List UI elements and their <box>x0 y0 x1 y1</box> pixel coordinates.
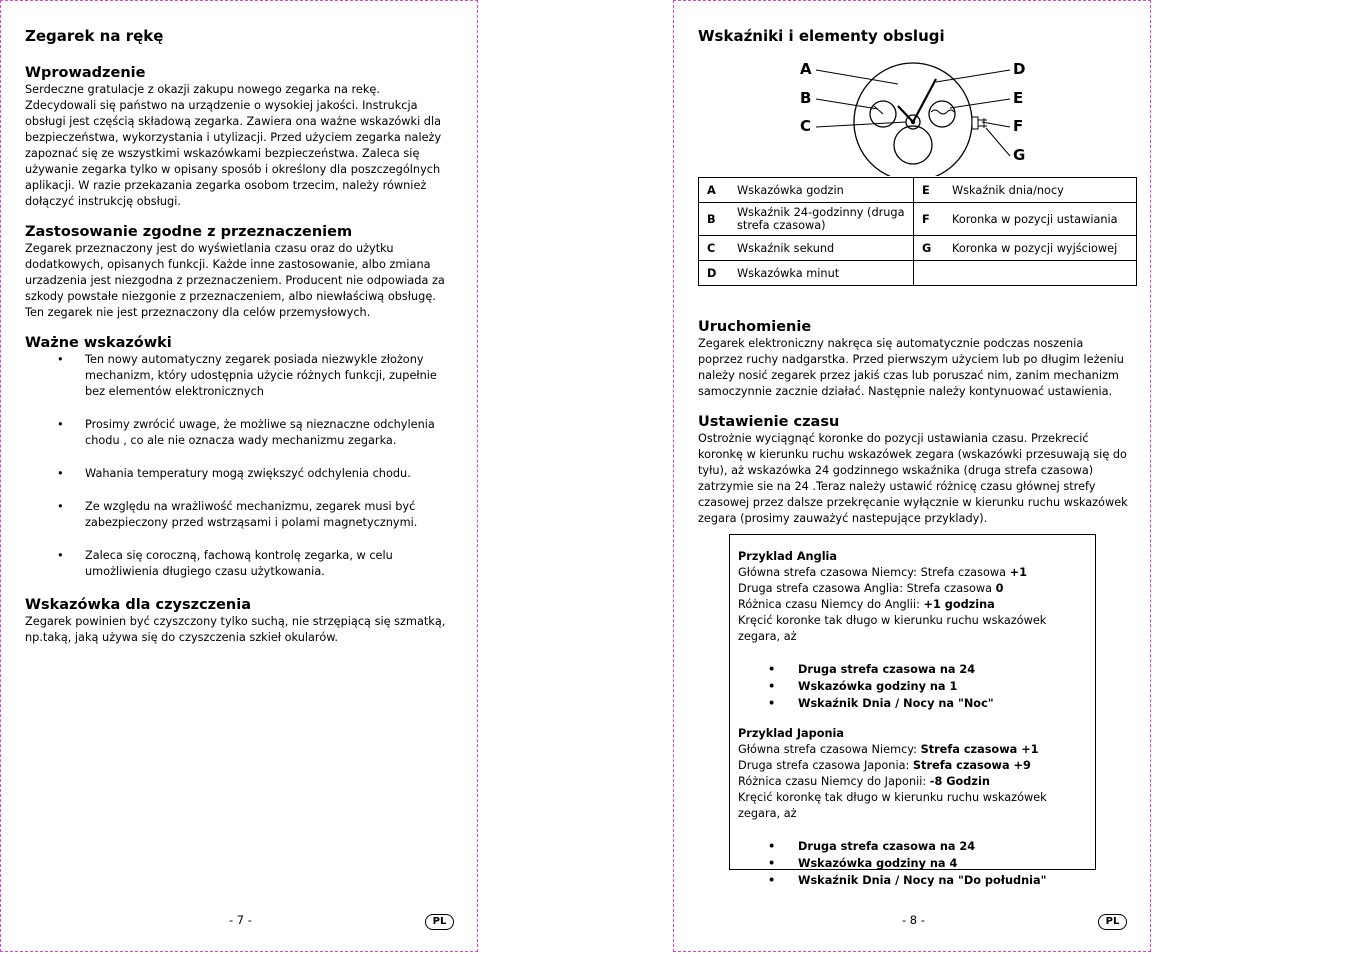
minute-hand <box>913 79 936 122</box>
example-line <box>738 774 1087 790</box>
notes-heading: Ważne wskazówki <box>25 335 172 351</box>
legend-value: Wskazówka minut <box>733 261 914 286</box>
legend-value: Wskaźnik sekund <box>733 236 914 261</box>
list-item: • Wskaźnik Dnia / Nocy na "Noc" <box>738 695 1087 712</box>
startup-heading: Uruchomienie <box>698 319 812 335</box>
page-number: - 8 - <box>902 913 925 927</box>
list-item: • Druga strefa czasowa na 24 <box>738 838 1087 855</box>
watch-diagram <box>794 36 1034 176</box>
label-b: B <box>800 89 812 107</box>
legend-key: A <box>699 178 734 203</box>
legend-value: Wskaźnik dnia/nocy <box>948 178 1137 203</box>
cleaning-heading: Wskazówka dla czyszczenia <box>25 597 252 613</box>
example-label: Główna strefa czasowa Niemcy: <box>738 743 921 756</box>
legend-value: Koronka w pozycji wyjściowej <box>948 236 1137 261</box>
example-line <box>738 758 1087 774</box>
time-setting-text: Ostrożnie wyciągnąć koronke do pozycji ustawiania czasu. Przekrecić koronkę w kierunku ruchu wskazówek zegara (wskazówki przesuwają się do tyłu), aż wskazówka 24 godzinnego wskaźnika (druga strefa czasowa) zatrzymie sie na 24 .Teraz należy ustawić różnicę czasu głównej strefy czasowej przez dalsze przekręcanie wyłącznie w kierunku ruchu wskazówek zegara (prosimy zauważyć nastepujące przyklady). <box>698 432 1128 525</box>
sub-dial-hand <box>874 106 883 114</box>
example-uk-list <box>738 661 1087 712</box>
table-row <box>699 178 1137 203</box>
example-value: -8 Godzin <box>929 775 990 788</box>
example-value: +1 godzina <box>923 598 995 611</box>
list-item: • Wahania temperatury mogą zwiększyć odchylenia chodu. <box>25 466 453 482</box>
label-g: G <box>1013 146 1026 164</box>
example-jp-list <box>738 838 1087 889</box>
example-jp-heading: Przyklad Japonia <box>738 727 845 740</box>
list-item: • Wskazówka godziny na 1 <box>738 678 1087 695</box>
list-item: • Prosimy zwrócić uwage, że możliwe są nieznaczne odchylenia chodu , co ale nie oznacza wady mechanizmu zegarka. <box>25 417 453 449</box>
legend-key: G <box>914 236 949 261</box>
legend-key: B <box>699 203 734 236</box>
label-e: E <box>1013 89 1024 107</box>
sub-dial-seconds <box>894 126 932 164</box>
list-item: • Ten nowy automatyczny zegarek posiada niezwykle złożony mechanizm, który udostępnia użycie różnych funkcji, zupełnie bez elementów elektronicznych <box>25 352 453 400</box>
example-label: Różnica czasu Niemcy do Anglii: <box>738 598 924 611</box>
intended-use-heading: Zastosowanie zgodne z przeznaczeniem <box>25 224 353 240</box>
example-line: Kręcić koronkę tak długo w kierunku ruchu wskazówek zegara, aż <box>738 791 1047 820</box>
page-left <box>0 0 478 952</box>
cleaning-text: Zegarek powinien być czyszczony tylko suchą, nie strzępiącą się szmatką, np.taką, jaką używa się do czyszczenia szkieł okularów. <box>25 615 446 644</box>
example-line: Kręcić koronke tak długo w kierunku ruchu wskazówek zegara, aż <box>738 614 1047 643</box>
leader-g <box>986 128 1010 156</box>
table-row <box>699 203 1137 236</box>
label-f: F <box>1013 117 1024 135</box>
example-label: Różnica czasu Niemcy do Japonii: <box>738 775 930 788</box>
leader-d <box>936 70 1010 82</box>
left-content <box>25 23 453 660</box>
example-line <box>738 742 1087 758</box>
legend-value: Koronka w pozycji ustawiania <box>948 203 1137 236</box>
list-item: • Druga strefa czasowa na 24 <box>738 661 1087 678</box>
startup-text: Zegarek elektroniczny nakręca się automatycznie podczas noszenia poprzez ruchy nadgarstka. Przed pierwszym użyciem lub po długim leżeniu należy nosić zegarek przez jakiś czas lub poruszać nim, zanim mechanizm samoczynnie zacznie działać. Następnie należy kontynuować ustawienia. <box>698 337 1124 398</box>
intro-heading: Wprowadzenie <box>25 65 146 81</box>
example-label: Główna strefa czasowa Niemcy: Strefa czasowa <box>738 566 1010 579</box>
intended-use-text: Zegarek przeznaczony jest do wyświetlania czasu oraz do użytku dodatkowych, opisanych funkcji. Każde inne zastosowanie, albo zmiana urzadzenia jest niezgodna z przeznaczeniem. Producent nie odpowiada za szkody powstałe niezgonie z przeznaczeniem, albo niewłaściwą obsługę. Ten zegarek nie jest przeznaczony dla celów przemysłowych. <box>25 242 445 319</box>
page-number: - 7 - <box>229 913 252 927</box>
legend-table <box>698 177 1137 286</box>
example-line <box>738 565 1087 581</box>
label-a: A <box>800 60 812 78</box>
example-value: +1 <box>1009 566 1027 579</box>
page-title: Zegarek na rękę <box>25 27 164 45</box>
example-uk-heading: Przyklad Anglia <box>738 550 838 563</box>
intro-text: Serdeczne gratulacje z okazji zakupu nowego zegarka na rekę. Zdecydowali się państwo na urządzenie o wysokiej jakości. Instrukcja obsługi jest częścią składową zegarka. Zawiera ona ważne wskazówki dla bezpieczeństwa, wykorzystania i utylizacji. Przed użyciem zegarka należy zapoznać się ze wszystkimi wskazówkami bezpieczeństwa. Zaleca się używanie zegarka tylko w opisany sposób i określony dla poszczególnych aplikacji. W razie przekazania zegarka osobom trzecim, należy również dołączyć instrukcję obsługi. <box>25 83 442 208</box>
table-row <box>699 261 1137 286</box>
legend-key: F <box>914 203 949 236</box>
label-d: D <box>1013 60 1026 78</box>
legend-key: E <box>914 178 949 203</box>
crown <box>972 117 978 129</box>
leader-c <box>816 122 906 127</box>
table-row <box>699 236 1137 261</box>
page-title: Wskaźniki i elementy obslugi <box>698 27 945 45</box>
legend-key: C <box>699 236 734 261</box>
example-line <box>738 597 1087 613</box>
right-lower-content <box>698 319 1130 541</box>
time-setting-heading: Ustawienie czasu <box>698 414 840 430</box>
leader-e <box>950 99 1010 108</box>
example-value: Strefa czasowa +9 <box>912 759 1031 772</box>
legend-value: Wskaźnik 24-godzinny (druga strefa czasowa) <box>733 203 914 236</box>
example-label: Druga strefa czasowa Anglia: Strefa czasowa <box>738 582 996 595</box>
list-item: • Ze względu na wrażliwość mechanizmu, zegarek musi być zabezpieczony przed wstrząsami i polami magnetycznymi. <box>25 499 453 531</box>
legend-value <box>948 261 1137 286</box>
language-badge: PL <box>425 914 454 930</box>
examples-box <box>729 534 1096 887</box>
hour-hand <box>898 106 913 122</box>
leader-b <box>816 99 878 109</box>
page-right <box>673 0 1151 952</box>
language-badge: PL <box>1098 914 1127 930</box>
example-value: Strefa czasowa +1 <box>920 743 1039 756</box>
list-item: • Wskaźnik Dnia / Nocy na "Do południa" <box>738 872 1087 889</box>
example-line <box>738 581 1087 597</box>
list-item: • Zaleca się coroczną, fachową kontrolę zegarka, w celu umożliwienia długiego czasu użytkowania. <box>25 548 453 580</box>
legend-value: Wskazówka godzin <box>733 178 914 203</box>
list-item: • Wskazówka godziny na 4 <box>738 855 1087 872</box>
leader-a <box>816 70 898 84</box>
notes-list <box>25 352 453 580</box>
example-label: Druga strefa czasowa Japonia: <box>738 759 913 772</box>
label-c: C <box>800 117 812 135</box>
legend-key: D <box>699 261 734 286</box>
example-value: 0 <box>995 582 1004 595</box>
legend-key <box>914 261 949 286</box>
day-night-wave <box>931 110 954 114</box>
